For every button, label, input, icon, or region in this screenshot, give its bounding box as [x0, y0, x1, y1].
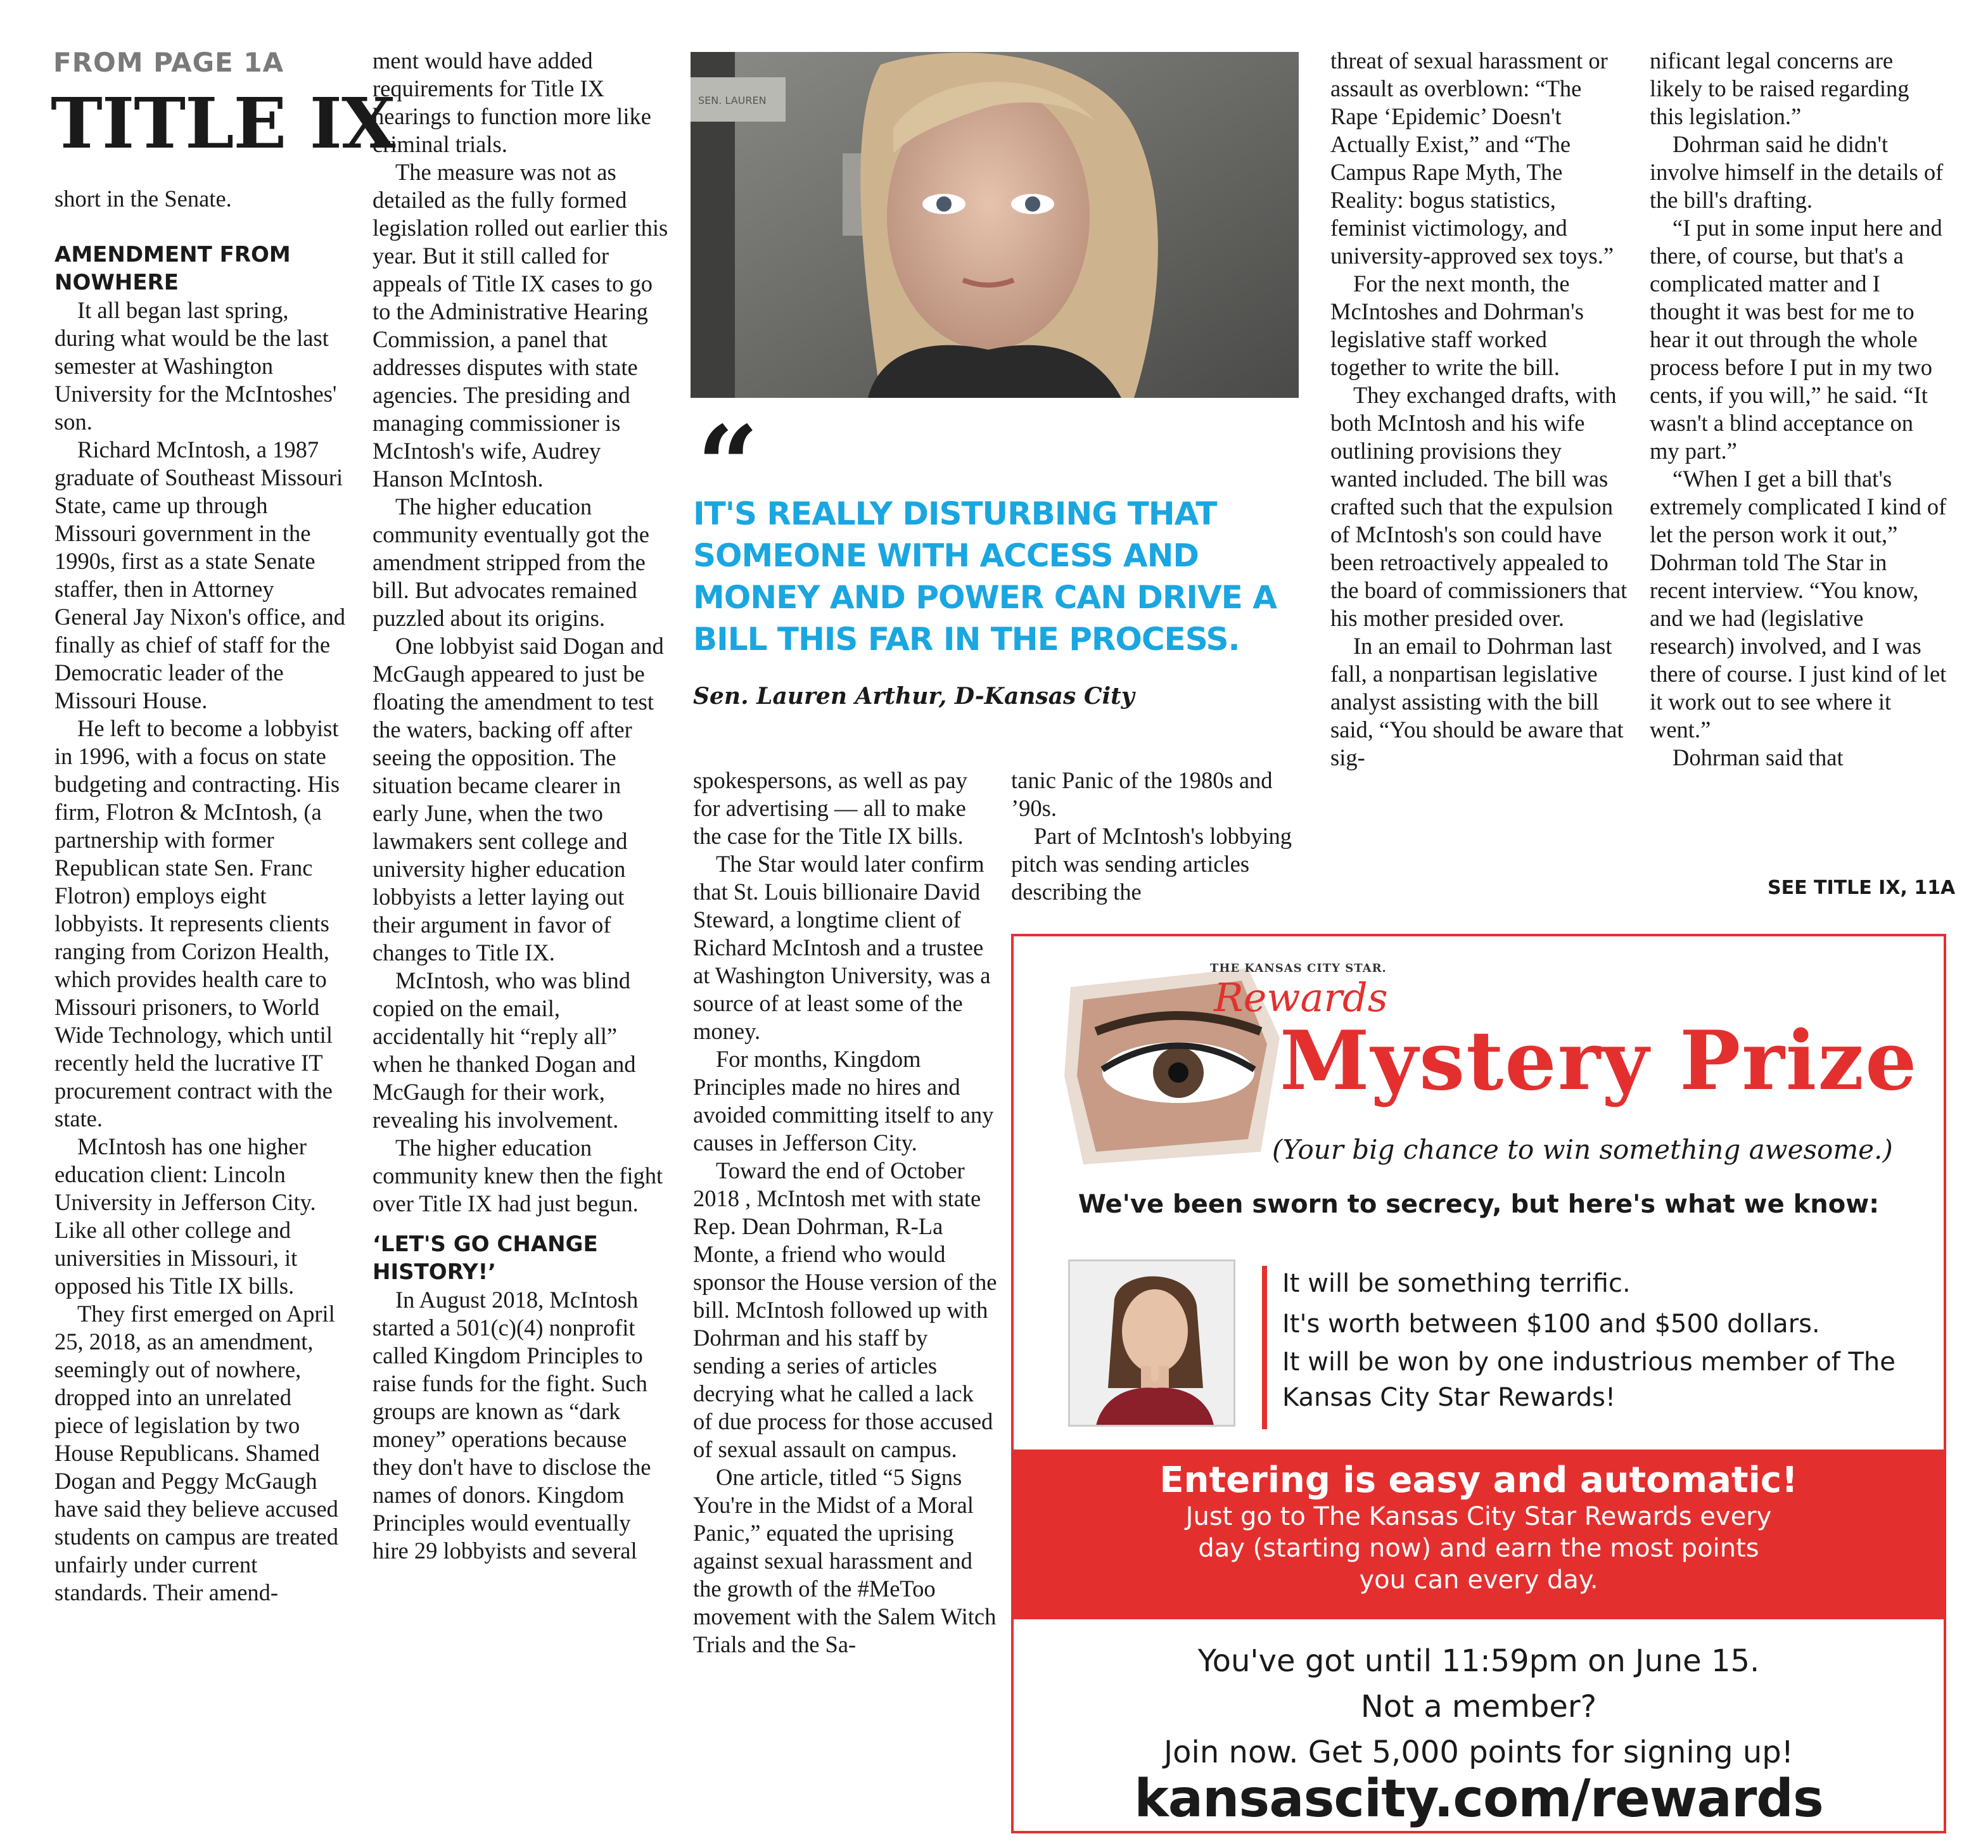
ad-masthead: THE KANSAS CITY STAR. [1210, 962, 1387, 975]
woman-shush-icon [1068, 1259, 1235, 1427]
pull-quote-credit: Sen. Lauren Arthur, D-Kansas City [693, 683, 1135, 710]
ad-entry-heading: Entering is easy and automatic! [1159, 1460, 1798, 1501]
paragraph: ment would have added requirements for Title IX hearings to function more like criminal trials. [373, 48, 651, 157]
ad-entry-banner [1014, 1450, 1944, 1619]
ad-deadline-block [1014, 1638, 1944, 1775]
ad-brand: Rewards [1214, 974, 1388, 1021]
paragraph: McIntosh has one higher education client: Lincoln University in Jefferson City. Like all other college and universities in Missouri, it opposed his Title IX bills. [54, 1133, 316, 1299]
ad-url-link[interactable]: kansascity.com/rewards [1134, 1769, 1823, 1829]
paragraph: short in the Senate. [54, 186, 232, 212]
quote-mark-icon: “ [697, 402, 759, 529]
paragraph: The higher education community knew then the fight over Title IX had just begun. [373, 1135, 663, 1216]
column-3 [693, 767, 997, 1659]
column-2 [373, 47, 670, 1565]
ad-deadline: You've got until 11:59pm on June 15. [1197, 1643, 1760, 1679]
column-4 [1011, 767, 1296, 906]
column-6 [1650, 47, 1947, 772]
paragraph: McIntosh, who was blind copied on the email, accidentally hit “reply all” when he thanked Dogan and McGaugh for their work, revealing his involvement. [373, 967, 636, 1133]
ad-facts-list [1282, 1263, 1928, 1415]
paragraph: Toward the end of October 2018 , McIntosh met with state Rep. Dean Dohrman, R-La Monte, a friend who would sponsor the House version of the bill. McIntosh followed up with Dohrman and his staff by sending a series of articles decrying what he called a lack of due process for those accused of sexual assault on campus. [693, 1157, 997, 1462]
ad-fact: It will be something terrific. [1282, 1269, 1631, 1298]
column-5 [1330, 47, 1628, 772]
ad-fact: It's worth between $100 and $500 dollars. [1282, 1310, 1820, 1339]
ad-fact: It will be won by one industrious member of The Kansas City Star Rewards! [1282, 1348, 1896, 1412]
ad-title: Mystery Prize [1280, 1014, 1918, 1109]
jump-line: SEE TITLE IX, 11A [1768, 877, 1956, 899]
paragraph: In an email to Dohrman last fall, a nonpartisan legislative analyst assisting with the bill said, “You should be aware that sig- [1330, 633, 1624, 770]
paragraph: tanic Panic of the 1980s and ’90s. [1011, 767, 1273, 821]
paragraph: He left to become a lobbyist in 1996, with a focus on state budgeting and contracting. His firm, Flotron & McIntosh, (a partnership with former Republican state Sen. Franc Flotron) employs eight lobbyists. It represents clients ranging from Corizon Health, which provides health care to Missouri prisoners, to World Wide Technology, which until recently held the lucrative IT procurement contract with the state. [54, 715, 340, 1131]
ad-join-offer: Join now. Get 5,000 points for signing up! [1164, 1735, 1794, 1770]
paragraph: Dohrman said that [1673, 744, 1844, 770]
ad-not-member: Not a member? [1360, 1689, 1597, 1724]
subhead: AMENDMENT FROM NOWHERE [54, 242, 291, 295]
paragraph: For the next month, the McIntoshes and Dohrman's legislative staff worked together to write the bill. [1330, 271, 1584, 380]
senator-photo [691, 52, 1299, 398]
paragraph: The higher education community eventually got the amendment stripped from the bill. But advocates remained puzzled about its origins. [373, 494, 649, 631]
paragraph: “When I get a bill that's extremely complicated I kind of let the person work it out,” Dohrman told The Star in recent interview. “You know, and we had (legislative research) involved, and I was there of course. I just kind of let it work out to see where it went.” [1650, 466, 1947, 742]
paragraph: spokespersons, as well as pay for advertising — all to make the case for the Title IX bills. [693, 767, 967, 849]
paragraph: “I put in some input here and there, of course, but that's a complicated matter and I thought it was best for me to hear it out through the whole process before I put in my two cents, if you will,” he said. “It wasn't a blind acceptance on my part.” [1650, 215, 1942, 464]
paragraph: One lobbyist said Dogan and McGaugh appeared to just be floating the amendment to test the waters, backing off after seeing the opposition. The situation became clearer in early June, when the two lawmakers sent college and university higher education lobbyists a letter laying out their argument in favor of changes to Title IX. [373, 633, 664, 965]
paragraph: Dohrman said he didn't involve himself in the details of the bill's drafting. [1650, 131, 1944, 213]
paragraph: In August 2018, McIntosh started a 501(c)(4) nonprofit called Kingdom Principles to raise funds for the fight. Such groups are known as “dark money” operations because they don't have to disclose the names of donors. Kingdom Principles would eventually hire 29 lobbyists and several [373, 1287, 651, 1564]
portrait-image [691, 52, 1299, 398]
paragraph: They exchanged drafts, with both McIntosh and his wife outlining provisions they wanted included. The bill was crafted such that the expulsion of McIntosh's son could have been retroactively appealed to the board of commissioners that his mother presided over. [1330, 382, 1628, 631]
headline: TITLE IX [51, 82, 395, 164]
paragraph: They first emerged on April 25, 2018, as an amendment, seemingly out of nowhere, dropped into an unrelated piece of legislation by two House Republicans. Shamed Dogan and Peggy McGaugh have said they believe accused students on campus are treated unfairly under current standards. Their amend- [54, 1301, 338, 1605]
pull-quote: IT'S REALLY DISTURBING THAT SOMEONE WITH ACCESS AND MONEY AND POWER CAN DRIVE A BILL THIS FAR IN THE PROCESS. [693, 495, 1277, 658]
paragraph: Richard McIntosh, a 1987 graduate of Southeast Missouri State, came up through Missouri government in the 1990s, first as a state Senate staffer, then in Attorney General Jay Nixon's office, and finally as chief of staff for the Democratic leader of the Missouri House. [54, 437, 345, 713]
paragraph: The measure was not as detailed as the fully formed legislation rolled out earlier this year. But it still called for appeals of Title IX cases to go to the Administrative Hearing Commission, a panel that addresses disputes with state agencies. The presiding and managing commissioner is McIntosh's wife, Audrey Hanson McIntosh. [373, 159, 668, 492]
rewards-advertisement[interactable] [1011, 934, 1946, 1833]
paragraph: Part of McIntosh's lobbying pitch was sending articles describing the [1011, 823, 1292, 905]
ad-entry-body: Just go to The Kansas City Star Rewards every day (starting now) and earn the most points you can every day. [1185, 1502, 1772, 1595]
ad-subtitle: (Your big chance to win something awesome.) [1272, 1134, 1893, 1165]
paragraph: The Star would later confirm that St. Louis billionaire David Steward, a longtime client of Richard McIntosh and a trustee at Washington University, was a source of at least some of the money. [693, 851, 991, 1044]
paragraph: threat of sexual harassment or assault as overblown: “The Rape ‘Epidemic’ Doesn't Actually Exist,” and “The Campus Rape Myth, The Reality: bogus statistics, feminist victimology, and university-approved sex toys.” [1330, 48, 1614, 269]
ad-secrecy-line: We've been sworn to secrecy, but here's what we know: [1078, 1190, 1880, 1219]
paragraph: For months, Kingdom Principles made no hires and avoided committing itself to any causes in Jefferson City. [693, 1046, 994, 1156]
paragraph: One article, titled “5 Signs You're in the Midst of a Moral Panic,” equated the uprising against sexual harassment and the growth of the #MeToo movement with the Salem Witch Trials and the Sa- [693, 1464, 997, 1657]
section-kicker: FROM PAGE 1A [53, 47, 284, 78]
paragraph: It all began last spring, during what would be the last semester at Washington University for the McIntoshes' son. [54, 297, 337, 435]
door-sign-text: SEN. LAUREN [698, 94, 767, 106]
paragraph: nificant legal concerns are likely to be raised regarding this legislation.” [1650, 48, 1909, 129]
ad-accent-bar [1262, 1266, 1267, 1429]
subhead: ‘LET'S GO CHANGE HISTORY!’ [373, 1232, 598, 1285]
column-1 [54, 185, 346, 1607]
